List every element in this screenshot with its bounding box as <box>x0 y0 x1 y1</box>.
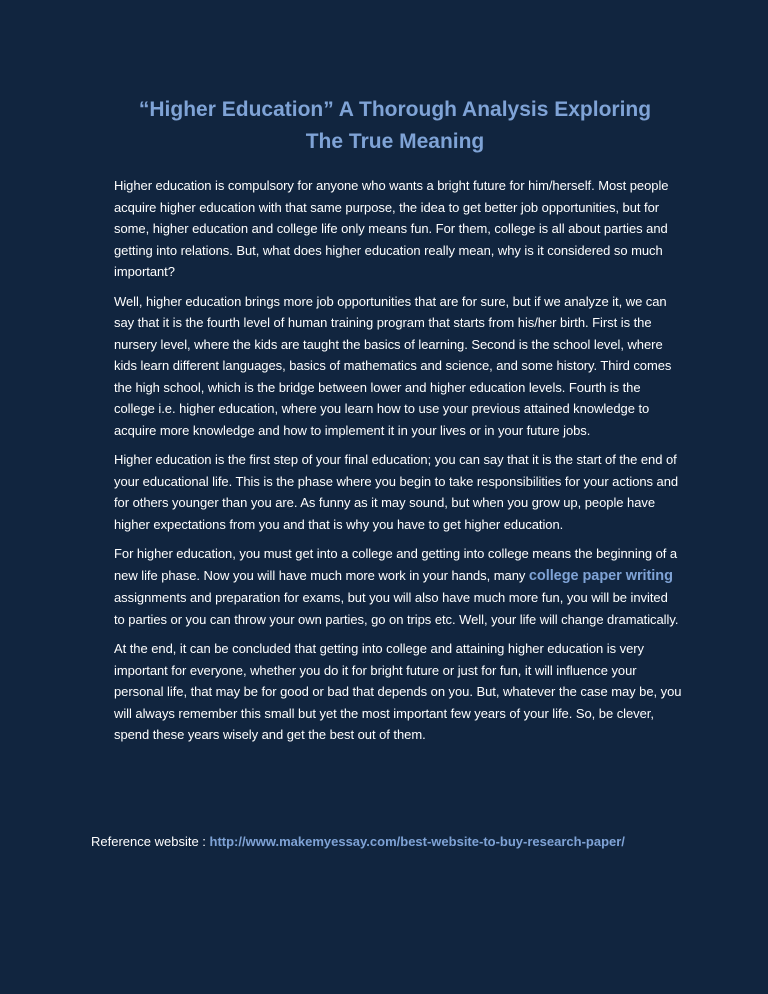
reference-label: Reference website : <box>91 834 210 849</box>
paragraph-5: At the end, it can be concluded that getting into college and attaining higher education is very important for everyone, whether you do it for bright future or just for fun, it will influence your personal life, that may be for good or bad that depends on you. But, whatever the case may be, you will always remember this small but yet the most important few years of your life. So, be clever, spend these years wisely and get the best out of them. <box>114 641 682 742</box>
paragraph-3: Higher education is the first step of your final education; you can say that it is the start of the end of your educational life. This is the phase where you begin to take responsibilities for your actions and for others younger than you are. As funny as it may sound, but when you grow up, people have higher expectations from you and that is why you have to get higher education. <box>114 452 679 532</box>
paragraph-2: Well, higher education brings more job opportunities that are for sure, but if we analyze it, we can say that it is the fourth level of human training program that starts from his/her birth. First is the nursery level, where the kids are taught the basics of learning. Second is the school level, where kids learn different languages, basics of mathematics and science, and some history. Third comes the high school, which is the bridge between lower and higher education levels. Fourth is the college i.e. higher education, where you learn how to use your previous attained knowledge to acquire more knowledge and how to implement it in your lives or in your future jobs. <box>114 293 672 438</box>
paragraph-4-text-end: assignments and preparation for exams, but you will also have much more fun, you will be invited to parties or you can throw your own parties, go on trips etc. Well, your life will change dramatically. <box>114 590 679 627</box>
college-paper-writing-link[interactable]: college paper writing <box>528 567 673 584</box>
title-line-1: “Higher Education” A Thorough Analysis Exploring <box>138 98 652 121</box>
document-title <box>60 94 730 158</box>
reference-url-link[interactable]: http://www.makemyessay.com/best-website-to-buy-research-paper/ <box>209 834 625 849</box>
paragraph-4 <box>114 543 682 630</box>
reference-line <box>91 832 711 852</box>
document-body <box>114 175 682 754</box>
paragraph-1: Higher education is compulsory for anyone who wants a bright future for him/herself. Most people acquire higher education with that same purpose, the idea to get better job opportunities, but for some, higher education and college life only means fun. For them, college is all about parties and getting into relations. But, what does higher education really mean, why is it considered so much important? <box>114 178 669 279</box>
title-line-2: The True Meaning <box>305 130 485 153</box>
paragraph-4-text-start: For higher education, you must get into a college and getting into college means the beginning of a new life phase. Now you will have much more work in your hands, many <box>114 546 678 583</box>
